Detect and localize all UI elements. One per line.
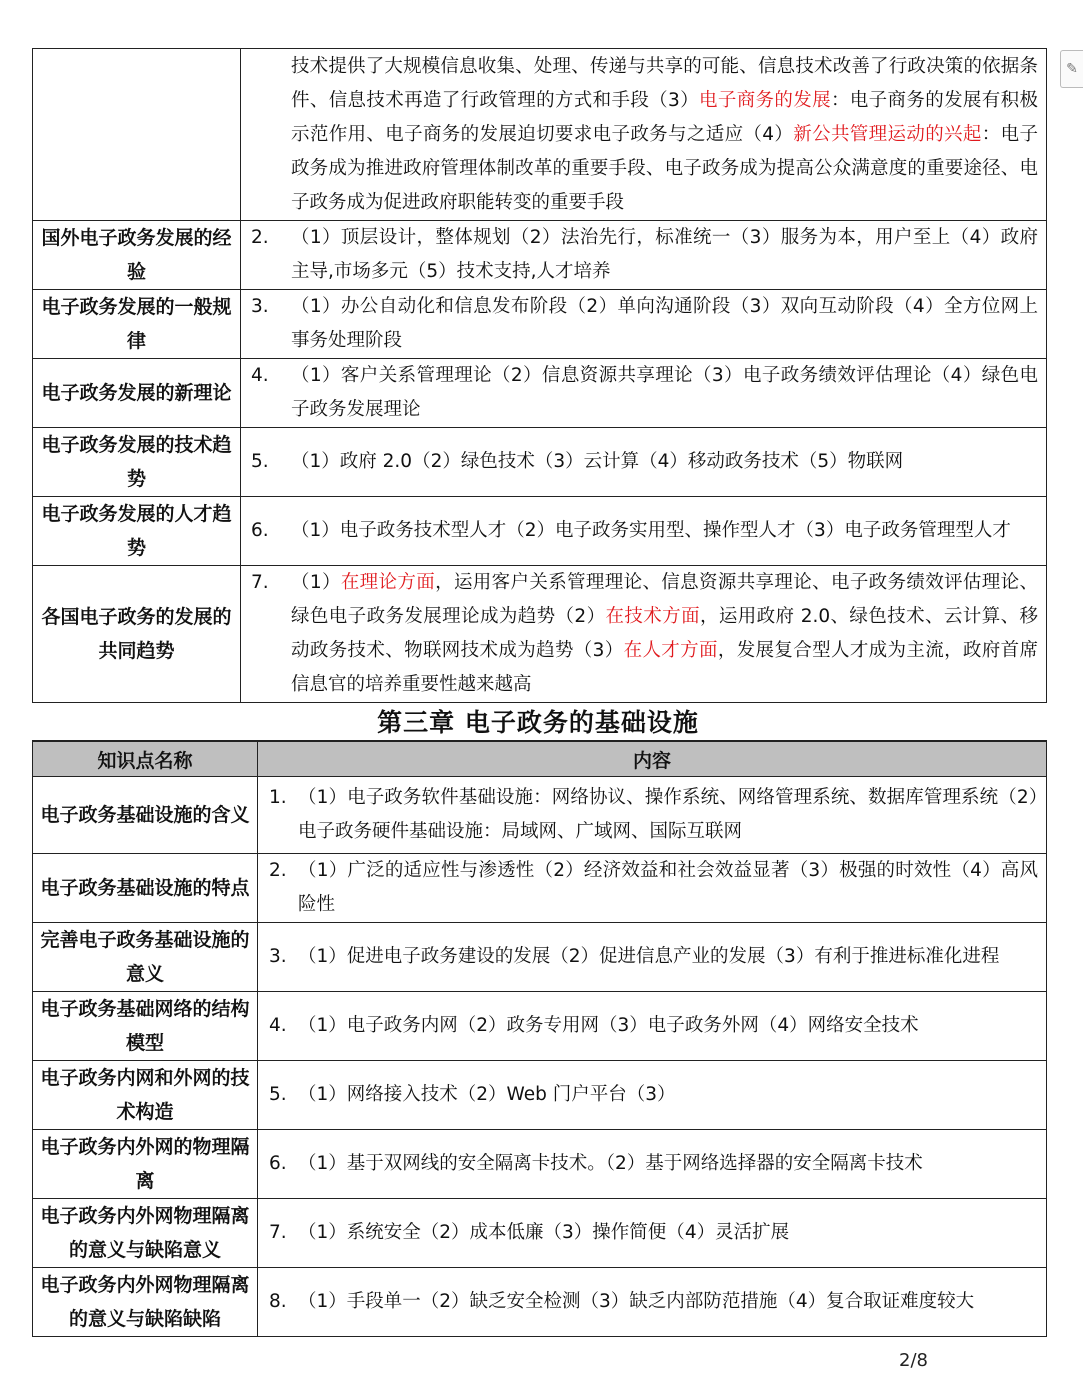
content-text: 技术提供了大规模信息收集、处理、传递与共享的可能、信息技术改善了行政决策的依据条件、信息技术再造了行政管理的方式和手段（3）电子商务的发展：电子商务的发展有积极示范作用、电子商务的发展迫切要求电子政务与之适应（4）新公共管理运动的兴起：电子政务成为推进政府管理体制改革的重要手段、电子政务成为提高公众满意度的重要途径、电子政务成为促进政府职能转变的重要手段 <box>291 55 1038 213</box>
table-row <box>33 1199 1047 1268</box>
knowledge-name: 电子政务基础网络的结构模型 <box>33 992 258 1061</box>
knowledge-name: 电子政务发展的技术趋势 <box>33 428 241 497</box>
table-row <box>33 1130 1047 1199</box>
table-row <box>33 221 1047 290</box>
knowledge-table-chapter3 <box>32 740 1047 1337</box>
content-cell <box>241 49 1047 221</box>
document-edit-icon[interactable]: ✎ <box>1060 50 1083 88</box>
content-text: （1）促进电子政务建设的发展（2）促进信息产业的发展（3）有利于推进标准化进程 <box>298 946 1000 967</box>
content-text: （1）客户关系管理理论（2）信息资源共享理论（3）电子政务绩效评估理论（4）绿色电子政务发展理论 <box>291 365 1038 420</box>
table-row <box>33 777 1047 854</box>
knowledge-name: 各国电子政务的发展的共同趋势 <box>33 566 241 703</box>
item-number: 8. <box>269 1291 287 1312</box>
knowledge-name: 电子政务发展的人才趋势 <box>33 497 241 566</box>
item-number: 7. <box>251 572 269 593</box>
knowledge-name: 电子政务内网和外网的技术构造 <box>33 1061 258 1130</box>
content-text: （1）基于双网线的安全隔离卡技术。（2）基于网络选择器的安全隔离卡技术 <box>298 1153 923 1174</box>
knowledge-name: 完善电子政务基础设施的意义 <box>33 923 258 992</box>
item-number: 5. <box>251 451 269 472</box>
table-row <box>33 923 1047 992</box>
content-text: （1）网络接入技术（2）Web 门户平台（3） <box>298 1084 676 1105</box>
knowledge-name: 电子政务内外网的物理隔离 <box>33 1130 258 1199</box>
table-row <box>33 428 1047 497</box>
table-row <box>33 1061 1047 1130</box>
knowledge-name: 电子政务发展的一般规律 <box>33 290 241 359</box>
item-number: 4. <box>269 1015 287 1036</box>
content-text: （1）系统安全（2）成本低廉（3）操作简便（4）灵活扩展 <box>298 1222 790 1243</box>
knowledge-table-chapter2 <box>32 48 1047 703</box>
knowledge-name-cell <box>33 49 241 221</box>
knowledge-name: 国外电子政务发展的经验 <box>33 221 241 290</box>
content-text: （1）办公自动化和信息发布阶段（2）单向沟通阶段（3）双向互动阶段（4）全方位网上事务处理阶段 <box>291 296 1038 351</box>
table-row <box>33 992 1047 1061</box>
column-header-name: 知识点名称 <box>33 741 258 777</box>
content-text: （1）在理论方面，运用客户关系管理理论、信息资源共享理论、电子政务绩效评估理论、绿色电子政务发展理论成为趋势（2）在技术方面，运用政府 2.0、绿色技术、云计算、移动政务技术、物联网技术成为趋势（3）在人才方面，发展复合型人才成为主流，政府首席信息官的培养重要性越来越高 <box>291 572 1038 695</box>
item-number: 6. <box>251 520 269 541</box>
item-number: 7. <box>269 1222 287 1243</box>
knowledge-name: 电子政务基础设施的含义 <box>33 777 258 854</box>
content-text: （1）顶层设计，整体规划（2）法治先行，标准统一（3）服务为本，用户至上（4）政府主导,市场多元（5）技术支持,人才培养 <box>291 227 1038 282</box>
knowledge-name: 电子政务发展的新理论 <box>33 359 241 428</box>
item-number: 1. <box>269 787 287 808</box>
knowledge-name: 电子政务内外网物理隔离的意义与缺陷缺陷 <box>33 1268 258 1337</box>
content-text: （1）广泛的适应性与渗透性（2）经济效益和社会效益显著（3）极强的时效性（4）高风险性 <box>298 860 1038 915</box>
knowledge-name: 电子政务内外网物理隔离的意义与缺陷意义 <box>33 1199 258 1268</box>
column-header-content: 内容 <box>258 741 1047 777</box>
item-number: 3. <box>269 946 287 967</box>
content-text: （1）政府 2.0（2）绿色技术（3）云计算（4）移动政务技术（5）物联网 <box>291 451 904 472</box>
item-number: 6. <box>269 1153 287 1174</box>
table-row <box>33 290 1047 359</box>
table-row <box>33 566 1047 703</box>
table-row <box>33 497 1047 566</box>
table-row <box>33 1268 1047 1337</box>
content-text: （1）电子政务内网（2）政务专用网（3）电子政务外网（4）网络安全技术 <box>298 1015 919 1036</box>
table-header-row <box>33 741 1047 777</box>
page-number: 2/8 <box>899 1350 928 1371</box>
item-number: 2. <box>269 860 287 881</box>
content-text: （1）电子政务软件基础设施：网络协议、操作系统、网络管理系统、数据库管理系统（2）电子政务硬件基础设施：局域网、广域网、国际互联网 <box>298 787 1038 842</box>
content-text: （1）电子政务技术型人才（2）电子政务实用型、操作型人才（3）电子政务管理型人才 <box>291 520 1011 541</box>
item-number: 4. <box>251 365 269 386</box>
item-number: 2. <box>251 227 269 248</box>
content-text: （1）手段单一（2）缺乏安全检测（3）缺乏内部防范措施（4）复合取证难度较大 <box>298 1291 975 1312</box>
table-row-continued <box>33 49 1047 221</box>
chapter-title: 第三章 电子政务的基础设施 <box>377 708 699 737</box>
table-row <box>33 359 1047 428</box>
knowledge-name: 电子政务基础设施的特点 <box>33 854 258 923</box>
item-number: 3. <box>251 296 269 317</box>
table-row <box>33 854 1047 923</box>
item-number: 5. <box>269 1084 287 1105</box>
